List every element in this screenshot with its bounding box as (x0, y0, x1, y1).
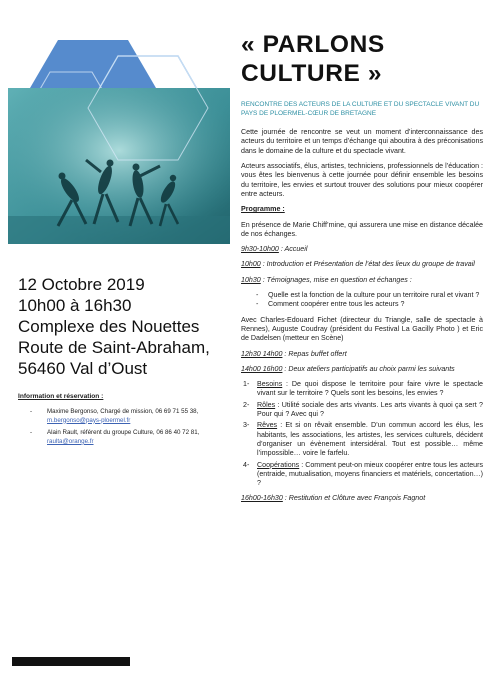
schedule-item (241, 494, 483, 503)
schedule-item (241, 260, 483, 269)
bullet-dash: - (256, 300, 259, 309)
event-info (18, 274, 233, 450)
contact-email-link[interactable]: raulta@orange.fr (47, 437, 94, 445)
question-item (241, 291, 483, 300)
speakers-paragraph: Avec Charles-Edouard Fichet (directeur du Triangle, salle de spectacle à Rennes), Auguste Coudray (président du Festival La Gacilly Photo ) et Eric de Dadelsen (metteur en Scène) (241, 315, 483, 343)
event-city: 56460 Val d’Oust (18, 359, 148, 378)
event-street: Route de Saint-Abraham, (18, 338, 210, 357)
workshop-number: 3- (243, 421, 250, 430)
question-item (241, 300, 483, 309)
bullet-dash: - (30, 429, 33, 437)
schedule-text: : Témoignages, mise en question et échanges : (260, 275, 412, 284)
schedule-text: : Restitution et Clôture avec François Fagnot (282, 494, 426, 503)
main-column (241, 30, 483, 510)
schedule-text: : Repas buffet offert (282, 349, 347, 358)
intro-paragraph: Acteurs associatifs, élus, artistes, techniciens, professionnels de l’éducation : vous êtes les bienvenus à cette journée pour définir ensemble les besoins du territoire, les envies et surtout trouver des solutions pour mieux coopérer entre acteurs. (241, 162, 483, 198)
schedule-item (241, 245, 483, 254)
schedule-time: 12h30 14h00 (241, 349, 283, 358)
workshop-text: : De quoi dispose le territoire pour faire vivre le spectacle vivant sur le territoire ? Quels sont les besoins, les envies ? (257, 380, 483, 398)
event-time: 10h00 à 16h30 (18, 296, 132, 315)
workshop-number: 2- (243, 400, 250, 409)
schedule-time: 14h00 16h00 (241, 364, 283, 373)
workshop-item (241, 421, 483, 458)
schedule-time: 9h30-10h00 (241, 245, 279, 254)
question-text: Quelle est la fonction de la culture pour un territoire rural et vivant ? (268, 291, 480, 300)
title-line: CULTURE » (241, 60, 383, 87)
workshop-text: : Utilité sociale des arts vivants. Les arts vivants à quoi ça sert ? Pour qui ? Avec qui ? (257, 400, 483, 419)
page-title (241, 30, 483, 88)
event-venue: Complexe des Nouettes (18, 317, 200, 336)
dancers-photo (8, 88, 230, 244)
contact-email-link[interactable]: m.bergonso@pays-ploermel.fr (47, 416, 131, 424)
schedule-text: : Deux ateliers participatifs au choix parmi les suivants (282, 364, 455, 373)
workshop-number: 4- (243, 460, 250, 469)
schedule-item (241, 365, 483, 374)
workshop-number: 1- (243, 380, 250, 389)
title-line: « PARLONS (241, 31, 385, 58)
bullet-dash: - (256, 291, 259, 300)
schedule-text: : Accueil (278, 245, 308, 254)
workshop-item (241, 401, 483, 420)
event-date: 12 Octobre 2019 (18, 275, 145, 294)
workshop-text: : Comment peut-on mieux coopérer entre tous les acteurs (entraide, mutualisation, moyens financiers et matériels, concertation…) ? (257, 460, 483, 488)
schedule-time: 10h00 (241, 260, 261, 269)
programme-heading: Programme : (241, 205, 285, 214)
workshop-text: : Et si on rêvait ensemble. D’un commun accord les élus, les habitants, les associations, les artistes, les services culturels, décident d’organiser un évènement intersidéral. Tout est possible… même l’impossible… voire le farfelu. (257, 421, 483, 458)
contact-text: Alain Rault, référent du groupe Culture, 06 86 40 72 81, (47, 429, 200, 437)
subtitle: RENCONTRE DES ACTEURS DE LA CULTURE ET DU SPECTACLE VIVANT DU PAYS DE PLOERMEL-CŒUR DE BRETAGNE (241, 101, 480, 117)
workshop-label: Rôles (257, 400, 276, 409)
info-heading: Information et réservation : (18, 393, 104, 400)
schedule-item (241, 350, 483, 359)
question-list (241, 291, 483, 310)
contact-list (18, 408, 233, 446)
schedule-text: : Introduction et Présentation de l’état des lieux du groupe de travail (260, 260, 475, 269)
schedule-time: 16h00-16h30 (241, 494, 283, 503)
contact-item (18, 429, 233, 446)
workshop-list (241, 380, 483, 488)
workshop-item (241, 380, 483, 399)
workshop-label: Besoins (257, 380, 283, 389)
bullet-dash: - (30, 408, 33, 415)
contact-text: Maxime Bergonso, Chargé de mission, 06 69 71 55 38, (47, 408, 199, 415)
body-text (241, 128, 483, 504)
schedule-item (241, 276, 483, 285)
hero-image (0, 0, 230, 250)
schedule-time: 10h30 (241, 275, 261, 284)
question-text: Comment coopérer entre tous les acteurs ? (268, 300, 405, 309)
workshop-item (241, 461, 483, 489)
workshop-label: Coopérations (257, 460, 300, 469)
intro-paragraph: Cette journée de rencontre se veut un moment d’interconnaissance des acteurs du territoire et un temps d’échange qui aboutira à des préconisations dans le domaine de la culture et du spectacle vivant. (241, 128, 483, 155)
footer-bar (12, 657, 130, 666)
workshop-label: Rêves (257, 421, 278, 430)
contact-item (18, 408, 233, 425)
programme-presence: En présence de Marie Chiff’mine, qui assurera une mise en distance décalée de nos échanges. (241, 220, 483, 238)
